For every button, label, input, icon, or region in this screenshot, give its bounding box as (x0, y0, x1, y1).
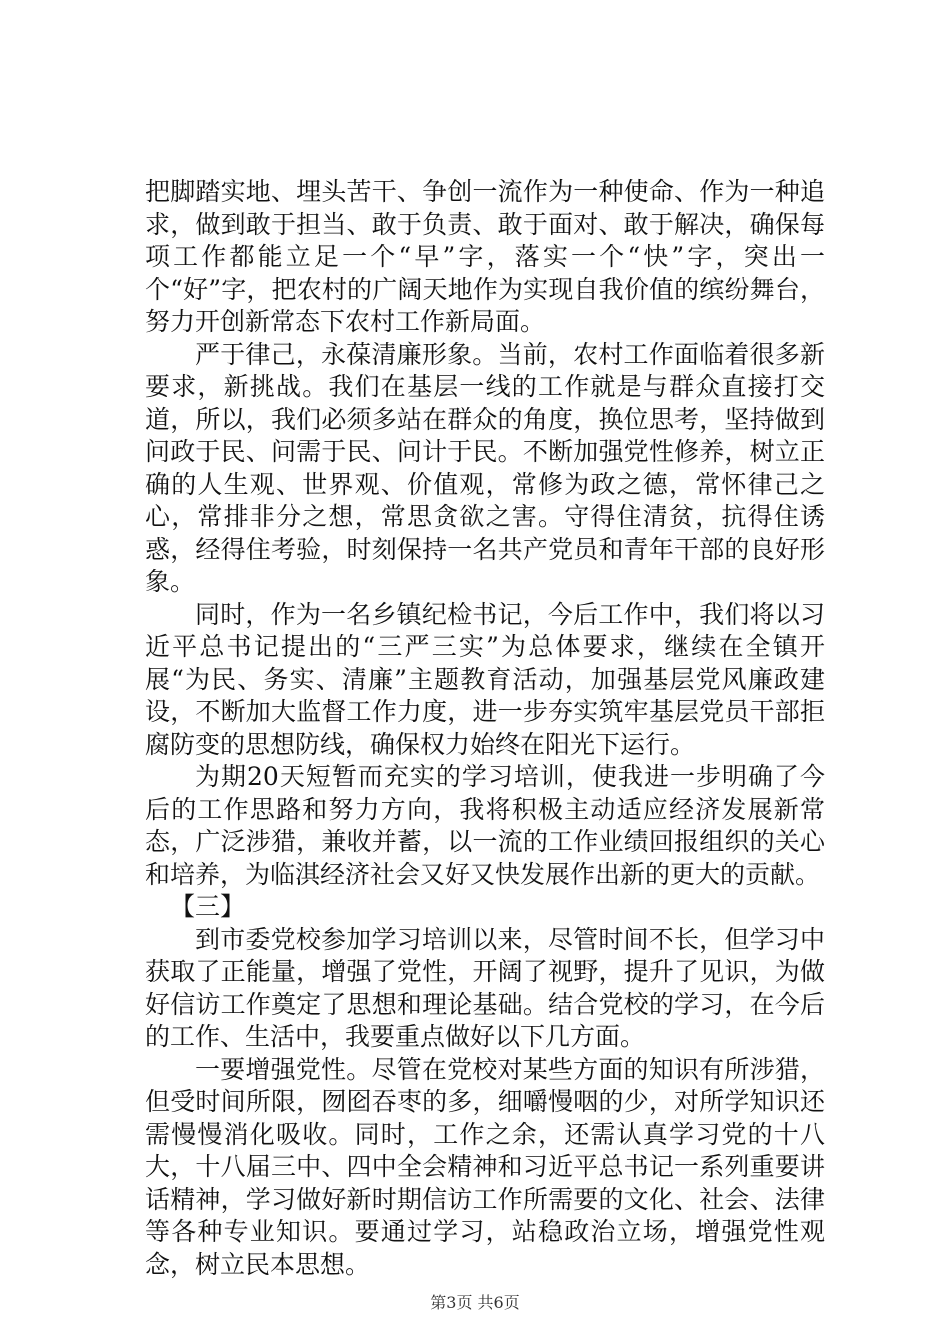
paragraph-strengthen-party-spirit: 一要增强党性。尽管在党校对某些方面的知识有所涉猎，但受时间所限，囫囵吞枣的多，细嚼慢咽的少，对所学知识还需慢慢消化吸收。同时，工作之余，还需认真学习党的十八大，十八届三中、四中全会精神和习近平总书记一系列重要讲话精神，学习做好新时期信访工作所需要的文化、社会、法律等各种专业知识。要通过学习，站稳政治立场，增强党性观念，树立民本思想。 (145, 1054, 825, 1279)
paragraph-discipline-secretary: 同时，作为一名乡镇纪检书记，今后工作中，我们将以习近平总书记提出的“三严三实”为总体要求，继续在全镇开展“为民、务实、清廉”主题教育活动，加强基层党风廉政建设，不断加大监督工作力度，进一步夯实筑牢基层党员干部拒腐防变的思想防线，确保权力始终在阳光下运行。 (145, 599, 825, 759)
page-number-footer: 第3页 共6页 (430, 1293, 520, 1312)
section-heading: 【三】 (170, 892, 246, 921)
paragraph-continuation: 把脚踏实地、埋头苦干、争创一流作为一种使命、作为一种追求，做到敢于担当、敢于负责、敢于面对、敢于解决，确保每项工作都能立足一个“早”字，落实一个“快”字，突出一个“好”字，把农村的广阔天地作为实现自我价值的缤纷舞台，努力开创新常态下农村工作新局面。 (145, 177, 825, 336)
paragraph-self-discipline: 严于律己，永葆清廉形象。当前，农村工作面临着很多新要求，新挑战。我们在基层一线的工作就是与群众直接打交道，所以，我们必须多站在群众的角度，换位思考，坚持做到问政于民、问需于民、问计于民。不断加强党性修养，树立正确的人生观、世界观、价值观，常修为政之德，常怀律己之心，常排非分之想，常思贪欲之害。守得住清贫，抗得住诱惑，经得住考验，时刻保持一名共产党员和青年干部的良好形象。 (145, 339, 825, 596)
paragraph-training-summary: 为期20天短暂而充实的学习培训，使我进一步明确了今后的工作思路和努力方向，我将积极主动适应经济发展新常态，广泛涉猎，兼收并蓄，以一流的工作业绩回报组织的关心和培养，为临淇经济社会又好又快发展作出新的更大的贡献。 (145, 762, 825, 889)
paragraph-party-school: 到市委党校参加学习培训以来，尽管时间不长，但学习中获取了正能量，增强了党性，开阔了视野，提升了见识，为做好信访工作奠定了思想和理论基础。结合党校的学习，在今后的工作、生活中，我要重点做好以下几方面。 (145, 924, 825, 1051)
document-body (145, 176, 825, 1281)
